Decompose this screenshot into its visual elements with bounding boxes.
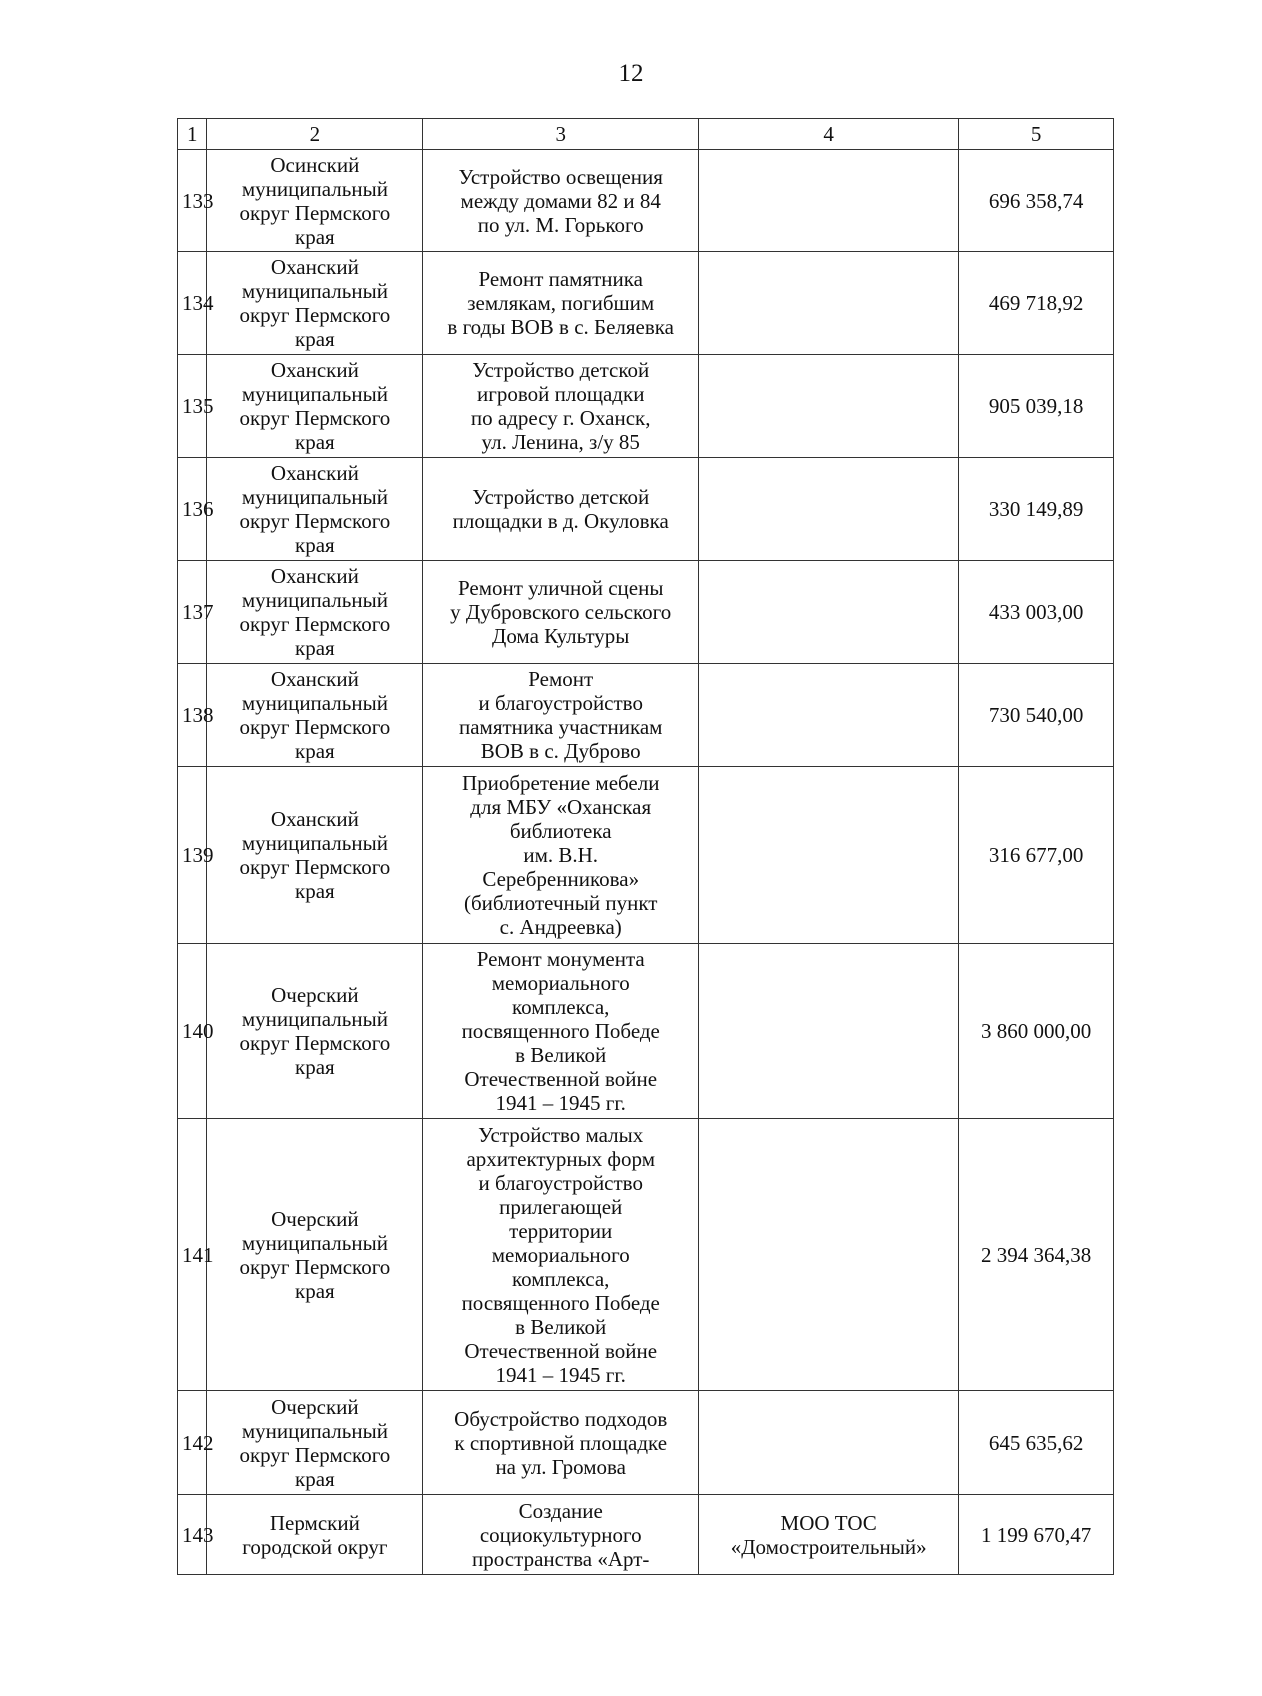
row-number-cell: 141 — [178, 1119, 207, 1391]
row-number-cell: 143 — [178, 1495, 207, 1575]
initiator-cell — [699, 561, 959, 664]
project-cell: Обустройство подходов к спортивной площадке на ул. Громова — [423, 1391, 699, 1495]
municipality-cell: Очерский муниципальный округ Пермского края — [207, 1391, 423, 1495]
projects-table — [177, 118, 1114, 1575]
amount-cell: 469 718,92 — [959, 252, 1114, 355]
initiator-cell — [699, 252, 959, 355]
table-row — [178, 355, 1114, 458]
municipality-cell: Оханский муниципальный округ Пермского края — [207, 355, 423, 458]
initiator-cell — [699, 767, 959, 944]
initiator-cell — [699, 1391, 959, 1495]
header-cell: 4 — [699, 119, 959, 150]
header-cell: 3 — [423, 119, 699, 150]
project-cell: Ремонт памятника землякам, погибшим в годы ВОВ в с. Беляевка — [423, 252, 699, 355]
project-cell: Устройство детской игровой площадки по адресу г. Оханск, ул. Ленина, з/у 85 — [423, 355, 699, 458]
header-cell: 1 — [178, 119, 207, 150]
project-cell: Ремонт уличной сцены у Дубровского сельского Дома Культуры — [423, 561, 699, 664]
table-row — [178, 252, 1114, 355]
header-cell: 5 — [959, 119, 1114, 150]
amount-cell: 433 003,00 — [959, 561, 1114, 664]
row-number-cell: 134 — [178, 252, 207, 355]
project-cell: Приобретение мебели для МБУ «Оханская библиотека им. В.Н. Серебренникова» (библиотечный пункт с. Андреевка) — [423, 767, 699, 944]
table-row — [178, 150, 1114, 252]
project-cell: Создание социокультурного пространства «Арт- — [423, 1495, 699, 1575]
project-cell: Устройство малых архитектурных форм и благоустройство прилегающей территории мемориального комплекса, посвященного Победе в Великой Отечественной войне 1941 – 1945 гг. — [423, 1119, 699, 1391]
municipality-cell: Оханский муниципальный округ Пермского края — [207, 252, 423, 355]
row-number-cell: 133 — [178, 150, 207, 252]
row-number-cell: 136 — [178, 458, 207, 561]
table-row — [178, 458, 1114, 561]
municipality-cell: Пермский городской округ — [207, 1495, 423, 1575]
amount-cell: 905 039,18 — [959, 355, 1114, 458]
amount-cell: 645 635,62 — [959, 1391, 1114, 1495]
initiator-cell — [699, 1119, 959, 1391]
initiator-cell — [699, 664, 959, 767]
amount-cell: 2 394 364,38 — [959, 1119, 1114, 1391]
table-row — [178, 1495, 1114, 1575]
municipality-cell: Оханский муниципальный округ Пермского края — [207, 664, 423, 767]
table-row — [178, 767, 1114, 944]
municipality-cell: Оханский муниципальный округ Пермского края — [207, 561, 423, 664]
amount-cell: 316 677,00 — [959, 767, 1114, 944]
municipality-cell: Очерский муниципальный округ Пермского края — [207, 1119, 423, 1391]
initiator-cell — [699, 355, 959, 458]
project-cell: Ремонт и благоустройство памятника участникам ВОВ в с. Дуброво — [423, 664, 699, 767]
page-number: 12 — [618, 60, 644, 87]
table-row — [178, 944, 1114, 1119]
project-cell: Ремонт монумента мемориального комплекса, посвященного Победе в Великой Отечественной войне 1941 – 1945 гг. — [423, 944, 699, 1119]
initiator-cell: МОО ТОС «Домостроительный» — [699, 1495, 959, 1575]
row-number-cell: 135 — [178, 355, 207, 458]
project-cell: Устройство освещения между домами 82 и 84 по ул. М. Горького — [423, 150, 699, 252]
municipality-cell: Очерский муниципальный округ Пермского края — [207, 944, 423, 1119]
table-row — [178, 1391, 1114, 1495]
row-number-cell: 140 — [178, 944, 207, 1119]
municipality-cell: Оханский муниципальный округ Пермского края — [207, 767, 423, 944]
row-number-cell: 142 — [178, 1391, 207, 1495]
row-number-cell: 139 — [178, 767, 207, 944]
header-cell: 2 — [207, 119, 423, 150]
table-header-row — [178, 119, 1114, 150]
amount-cell: 730 540,00 — [959, 664, 1114, 767]
row-number-cell: 137 — [178, 561, 207, 664]
amount-cell: 330 149,89 — [959, 458, 1114, 561]
project-cell: Устройство детской площадки в д. Окуловка — [423, 458, 699, 561]
amount-cell: 1 199 670,47 — [959, 1495, 1114, 1575]
row-number-cell: 138 — [178, 664, 207, 767]
municipality-cell: Оханский муниципальный округ Пермского края — [207, 458, 423, 561]
amount-cell: 3 860 000,00 — [959, 944, 1114, 1119]
initiator-cell — [699, 150, 959, 252]
amount-cell: 696 358,74 — [959, 150, 1114, 252]
table-row — [178, 664, 1114, 767]
table-row — [178, 1119, 1114, 1391]
initiator-cell — [699, 458, 959, 561]
municipality-cell: Осинский муниципальный округ Пермского края — [207, 150, 423, 252]
table-row — [178, 561, 1114, 664]
initiator-cell — [699, 944, 959, 1119]
